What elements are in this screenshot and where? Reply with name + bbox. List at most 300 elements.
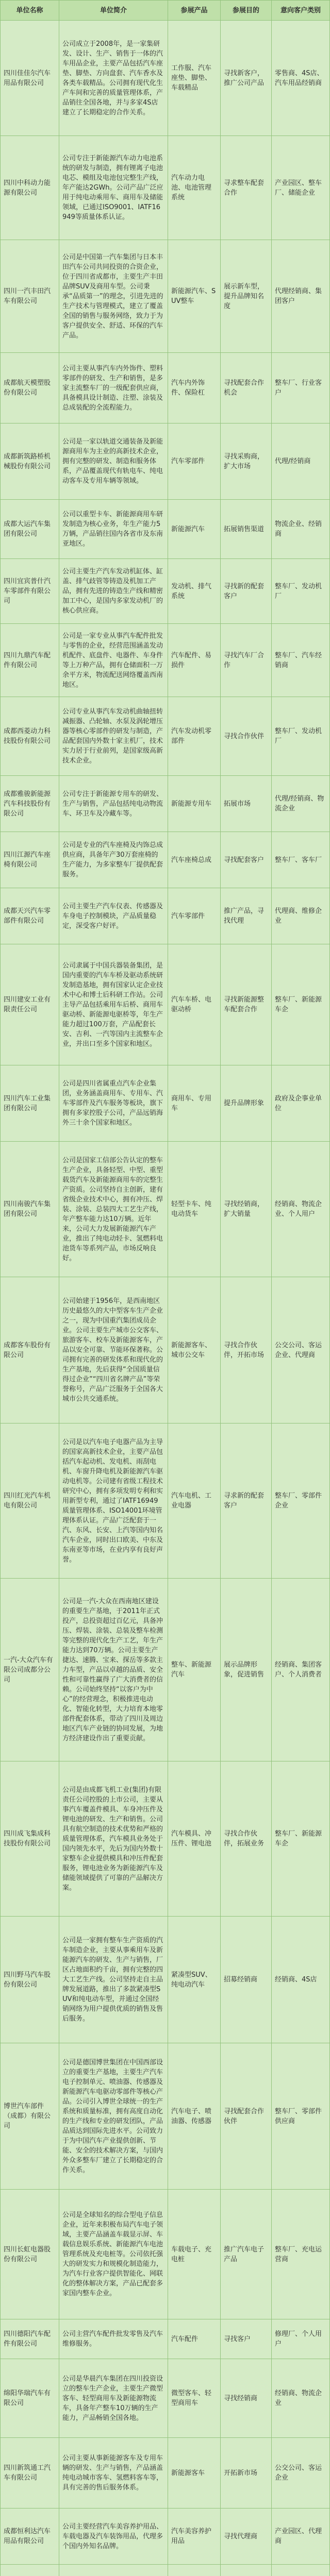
exhibit-purpose-cell xyxy=(221,944,272,1065)
company-intro-cell xyxy=(59,2438,168,2509)
target-clients-text: 整车厂、行业客户 xyxy=(275,379,322,397)
exhibit-products-text: 汽车发动机零部件 xyxy=(171,727,212,745)
target-clients-text: 修理厂、个人用户 xyxy=(275,2330,322,2348)
table-row xyxy=(0,136,330,240)
target-clients-text: 产业园区、代理商 xyxy=(275,2528,322,2545)
company-intro-text: 公司是德国博世集团在中国西部设立的重要生产基地，主要生产汽车电子控制单元、喷油器、传感器及新能源汽车电驱动零部件等核心产品。公司引入博世全球统一的生产系统和质量标准，拥有高度自动化的生产线和专业的研发团队，产品品质达到国际先进水平。公司致力于为中国汽车产业提供创新、节能、安全的技术解决方案，与国内外众多整车厂建立了长期稳定的合作关系。 xyxy=(62,2058,163,2174)
company-name-text: 四川南骏汽车集团有限公司 xyxy=(4,1200,51,1218)
exhibit-purpose-cell xyxy=(221,1917,272,2043)
company-name-text: 成都雅骏新能源汽车科技股份有限公司 xyxy=(4,790,51,818)
company-intro-cell xyxy=(59,624,168,697)
table-row xyxy=(0,2319,330,2359)
exhibit-products-cell xyxy=(168,2190,221,2319)
exhibit-purpose-cell xyxy=(221,832,272,888)
header-exhibit-purpose-label: 参展目的 xyxy=(232,6,259,14)
target-clients-cell xyxy=(272,1579,330,1761)
exhibit-purpose-text: 寻找客户 xyxy=(224,2335,251,2343)
target-clients-cell xyxy=(272,2509,330,2565)
exhibit-purpose-cell xyxy=(221,136,272,240)
company-intro-cell xyxy=(59,2565,168,2576)
header-company-name xyxy=(0,0,59,21)
target-clients-cell xyxy=(272,353,330,423)
exhibit-purpose-text: 寻找经销商，扩大销量 xyxy=(224,1200,265,1218)
table-row xyxy=(0,1579,330,1761)
company-name-cell xyxy=(0,2565,59,2576)
target-clients-text: 代理商、维修企业 xyxy=(275,907,322,925)
exhibit-purpose-cell xyxy=(221,500,272,559)
exhibit-purpose-cell xyxy=(221,1065,272,1142)
exhibit-products-cell xyxy=(168,136,221,240)
exhibit-purpose-cell xyxy=(221,1579,272,1761)
exhibit-purpose-text: 开拓新市场 xyxy=(224,2469,258,2477)
company-intro-cell xyxy=(59,1761,168,1917)
company-name-cell xyxy=(0,1065,59,1142)
target-clients-cell xyxy=(272,624,330,697)
target-clients-cell xyxy=(272,1277,330,1423)
target-clients-cell xyxy=(272,1917,330,2043)
company-name-text: 四川江源汽车座椅有限公司 xyxy=(4,851,51,869)
exhibit-products-cell xyxy=(168,2359,221,2438)
target-clients-text: 代理经销商、集团客户 xyxy=(275,287,322,305)
company-name-text: 四川野马汽车股份有限公司 xyxy=(4,1971,51,1989)
company-intro-cell xyxy=(59,1423,168,1579)
company-intro-text: 公司是中国第一汽车集团与日本丰田汽车公司共同投资的合资企业，位于四川省成都市，主要生产丰田品牌SUV及商用车型。公司秉承“品质第一”的理念，引进先进的生产技术与管理模式，建立了覆盖全国的销售与服务网络，致力于为客户提供安全、舒适、环保的汽车产品。 xyxy=(62,253,163,340)
exhibit-products-cell xyxy=(168,776,221,832)
target-clients-cell xyxy=(272,832,330,888)
company-intro-cell xyxy=(59,697,168,776)
header-exhibit-purpose xyxy=(221,0,272,21)
table-row xyxy=(0,2043,330,2190)
company-name-cell xyxy=(0,353,59,423)
table-row xyxy=(0,1142,330,1277)
target-clients-text: 经销商、物流企业、个人用户 xyxy=(275,1200,322,1218)
exhibit-purpose-cell xyxy=(221,353,272,423)
target-clients-cell xyxy=(272,423,330,500)
exhibit-products-cell xyxy=(168,2509,221,2565)
exhibit-products-text: 新能源专用车 xyxy=(171,800,212,808)
company-intro-text: 公司以重型卡车、新能源商用车研发制造为核心业务，年生产能力5万辆，产品销往国内各省市及东南亚地区。 xyxy=(62,511,163,548)
exhibit-products-cell xyxy=(168,2319,221,2359)
company-name-text: 成都恒利达汽车用品有限公司 xyxy=(4,2528,51,2545)
table-row xyxy=(0,2359,330,2438)
company-intro-cell xyxy=(59,423,168,500)
exhibit-products-text: 汽车车桥、电驱动桥 xyxy=(171,996,212,1013)
exhibit-purpose-text: 拓展市场 xyxy=(224,800,251,808)
exhibit-products-cell xyxy=(168,1917,221,2043)
company-intro-cell xyxy=(59,1277,168,1423)
company-intro-cell xyxy=(59,1917,168,2043)
header-company-intro-label: 单位简介 xyxy=(100,6,127,14)
exhibit-products-cell xyxy=(168,423,221,500)
company-intro-text: 公司成立于2008年，是一家集研发、设计、生产、销售于一体的汽车用品企业，主要产品包括汽车座垫、脚垫、方向盘套、汽车香水及各类车载精品。公司拥有现代化生产车间和完善的质量管理体系，产品销往全国各地，并与多家4S店建立了长期稳定的合作关系。 xyxy=(62,40,163,116)
company-intro-text: 公司是一家专业从事汽车配件批发与零售的企业，经营范围涵盖发动机配件、底盘件、电器件、车身件等上万种产品，拥有仓储面积一万余平方米，物流配送网络覆盖西南地区。 xyxy=(62,632,163,689)
target-clients-text: 整车厂、发动机厂 xyxy=(275,582,322,600)
company-name-cell xyxy=(0,1761,59,1917)
company-intro-text: 公司是华晨汽车集团在四川投资设立的整车生产企业，主要生产微型客车、轻型商用车及新能源物流车，具备年产整车10万辆的生产能力，产品畅销全国各地。 xyxy=(62,2375,163,2422)
exhibit-purpose-cell xyxy=(221,1423,272,1579)
exhibit-purpose-text: 寻找新能源整车配套合作 xyxy=(224,996,265,1013)
header-target-clients-label: 意向客户类别 xyxy=(280,6,321,14)
target-clients-cell xyxy=(272,1065,330,1142)
table-row xyxy=(0,944,330,1065)
exhibit-products-text: 新能源客车 xyxy=(171,2469,205,2477)
exhibit-purpose-cell xyxy=(221,1142,272,1277)
table-row xyxy=(0,1917,330,2043)
company-name-cell xyxy=(0,2509,59,2565)
table-row xyxy=(0,888,330,944)
target-clients-cell xyxy=(272,500,330,559)
table-row xyxy=(0,240,330,353)
table-row xyxy=(0,423,330,500)
company-intro-cell xyxy=(59,944,168,1065)
exhibit-purpose-cell xyxy=(221,423,272,500)
exhibit-purpose-cell xyxy=(221,624,272,697)
table-row xyxy=(0,2438,330,2509)
table-body xyxy=(0,21,330,2576)
company-name-text: 四川汽车工业集团有限公司 xyxy=(4,1094,51,1112)
exhibit-products-text: 商用车、专用车 xyxy=(171,1094,212,1112)
target-clients-cell xyxy=(272,1761,330,1917)
header-exhibit-products xyxy=(168,0,221,21)
exhibit-purpose-text: 寻找采购商，扩大市场 xyxy=(224,452,265,470)
target-clients-text: 整车厂、零部件企业 xyxy=(275,1492,322,1510)
target-clients-cell xyxy=(272,2190,330,2319)
company-intro-text: 公司是国家工信部公告认定的整车生产企业，具备轻型、中型、重型载货汽车及新能源商用车的完整生产资质。公司坚持自主创新，建有省级企业技术中心，拥有冲压、焊装、涂装、总装四大工艺生产线，年产整车能力达10万辆。近年来，公司大力发展新能源汽车产业，推出了纯电动轻卡、氢燃料电池货车等系列产品，市场反响良好。 xyxy=(62,1156,163,1262)
company-name-cell xyxy=(0,2359,59,2438)
company-name-text: 四川佳佳尔汽车用品有限公司 xyxy=(4,69,51,87)
target-clients-text: 公交公司、客运企业 xyxy=(275,2464,322,2482)
exhibit-purpose-text: 推广产品，寻找代理 xyxy=(224,907,265,925)
target-clients-text: 整车厂、新能源车企 xyxy=(275,1830,322,1848)
exhibit-purpose-cell xyxy=(221,776,272,832)
target-clients-cell xyxy=(272,21,330,136)
target-clients-cell xyxy=(272,559,330,624)
company-intro-cell xyxy=(59,2319,168,2359)
exhibit-purpose-text: 拓展销售渠道 xyxy=(224,525,265,533)
exhibit-products-text: 汽车美容养护用品 xyxy=(171,2528,212,2545)
exhibit-purpose-cell xyxy=(221,240,272,353)
company-intro-cell xyxy=(59,240,168,353)
target-clients-text: 代理/经销商 xyxy=(275,457,311,465)
target-clients-cell xyxy=(272,2043,330,2190)
company-name-cell xyxy=(0,888,59,944)
company-intro-cell xyxy=(59,1579,168,1761)
exhibit-purpose-text: 寻找新客户，推广公司产品 xyxy=(224,69,265,87)
company-name-text: 四川长虹电器股份有限公司 xyxy=(4,2245,51,2263)
target-clients-text: 整车厂、充电运营商 xyxy=(275,2245,322,2263)
target-clients-text: 产业园区、整车厂、储能企业 xyxy=(275,179,322,197)
target-clients-text: 物流企业、经销商 xyxy=(275,520,322,538)
company-name-text: 四川德阳汽车配件有限公司 xyxy=(4,2330,51,2348)
table-row xyxy=(0,1761,330,1917)
company-intro-text: 公司是一家拥有整车生产资质的汽车制造企业，主要从事乘用车及新能源汽车的研发、生产与销售，厂区占地面积约千亩，拥有完整的四大工艺生产线。公司坚持走自主品牌发展道路，推出了多款紧凑型SUV和纯电动车型，并通过全国经销网络为用户提供优质的销售及售后服务。 xyxy=(62,1937,163,2023)
company-name-cell xyxy=(0,2319,59,2359)
table-row xyxy=(0,1423,330,1579)
company-intro-text: 公司主要生产汽车发动机缸体、缸盖、排气歧管等铸造及机加工产品，拥有先进的铸造生产线和精密加工中心，是国内多家发动机厂的核心供应商。 xyxy=(62,568,163,615)
table-header-row xyxy=(0,0,330,21)
company-name-cell xyxy=(0,559,59,624)
company-intro-text: 公司是专业的汽车座椅及内饰总成供应商，具备年产30万套座椅的生产能力，为多家整车厂提供配套服务。 xyxy=(62,841,163,878)
company-intro-text: 公司是一汽-大众在西南地区建设的重要生产基地，于2011年正式投产，总投资超过百亿元，具备冲压、焊装、涂装、总装及整车检测等完整的现代化生产工艺，年生产能力达到70万辆。公司主要生产捷达、速腾、宝来、探岳等多款主力车型，产品以卓越的品质、安全性和可靠性赢得了广大消费者的信赖。公司始终坚持“以客户为中心”的经营理念，积极推进电动化、智能化转型，大力培育本地零部件配套体系，带动了四川及周边地区汽车产业链的协同发展，为地方经济建设作出了重要贡献。 xyxy=(62,1597,163,1742)
exhibit-products-text: 车载电子、充电桩 xyxy=(171,2245,212,2263)
target-clients-cell xyxy=(272,2359,330,2438)
exhibit-purpose-cell xyxy=(221,697,272,776)
exhibit-products-text: 整车、新能源汽车 xyxy=(171,1661,212,1679)
exhibit-products-text: 汽车零部件 xyxy=(171,457,205,465)
company-intro-cell xyxy=(59,776,168,832)
exhibit-products-text: 新能源汽车 xyxy=(171,525,205,533)
table-row xyxy=(0,2509,330,2565)
company-name-text: 成都大运汽车集团有限公司 xyxy=(4,520,51,538)
table-row xyxy=(0,624,330,697)
exhibit-products-text: 新能源客车、城市公交车 xyxy=(171,1341,212,1359)
exhibit-purpose-cell xyxy=(221,21,272,136)
target-clients-text: 整车厂、汽车经销商 xyxy=(275,651,322,669)
company-name-cell xyxy=(0,1423,59,1579)
company-name-text: 四川红光汽车机电有限公司 xyxy=(4,1492,51,1510)
exhibit-products-text: 汽车内外饰件、保险杠 xyxy=(171,379,205,397)
company-name-cell xyxy=(0,1142,59,1277)
exhibit-purpose-text: 寻找配套合作伙伴 xyxy=(224,2107,265,2125)
exhibit-products-text: 轻型卡车、纯电动货车 xyxy=(171,1200,212,1218)
company-intro-text: 公司隶属于中国兵器装备集团，是国内重要的汽车车桥及驱动系统研发制造基地，拥有国家认定企业技术中心和博士后科研工作站。公司主导产品包括乘用车后桥、商用车驱动桥、新能源电驱桥等，年生产能力超过100万套，产品配套长安、吉利、一汽等国内主流整车企业，并出口至多个国家和地区。 xyxy=(62,961,163,1048)
company-intro-cell xyxy=(59,136,168,240)
table-row xyxy=(0,776,330,832)
company-name-text: 成都客车股份有限公司 xyxy=(4,1341,51,1359)
exhibit-products-text: 微型客车、轻型商用车 xyxy=(171,2389,212,2407)
company-intro-text: 公司始建于1956年，是西南地区历史最悠久的大中型客车生产企业之一，现为中国重汽集团成员企业。公司主要生产城市公交客车、旅游客车、校车及新能源客车，产品以安全可靠、节能环保著称。公司拥有完善的研发体系和现代化的生产基地，先后获得“全国质量信得过企业”“四川省名牌产品”等荣誉称号，产品广泛服务于全国各大城市公共交通系统。 xyxy=(62,1297,163,1403)
company-intro-cell xyxy=(59,2190,168,2319)
exhibit-products-cell xyxy=(168,1423,221,1579)
exhibit-products-cell xyxy=(168,353,221,423)
target-clients-text: 零售商、4S店、汽车用品经销商 xyxy=(275,69,324,87)
exhibit-purpose-text: 寻找配套合作机会 xyxy=(224,379,265,397)
exhibit-products-text: 紧凑型SUV、纯电动汽车 xyxy=(171,1971,212,1989)
company-name-text: 成都航天模塑股份有限公司 xyxy=(4,379,51,397)
company-name-text: 四川新筑通工汽车有限公司 xyxy=(4,2464,51,2482)
table-row xyxy=(0,500,330,559)
company-name-text: 四川中科动力能源有限公司 xyxy=(4,179,51,197)
company-intro-cell xyxy=(59,2509,168,2565)
table-row xyxy=(0,353,330,423)
exhibit-products-cell xyxy=(168,1761,221,1917)
table-row xyxy=(0,2565,330,2576)
exhibit-purpose-text: 寻找合作伙伴 xyxy=(224,732,265,740)
company-intro-cell xyxy=(59,888,168,944)
header-exhibit-products-label: 参展产品 xyxy=(180,6,208,14)
exhibit-purpose-text: 寻找合作伙伴，拓展业务 xyxy=(224,1830,265,1848)
company-name-cell xyxy=(0,1579,59,1761)
exhibit-purpose-text: 推广汽车电子产品 xyxy=(224,2245,265,2263)
exhibit-products-text: 汽车电机、工业电器 xyxy=(171,1492,212,1510)
exhibit-products-cell xyxy=(168,888,221,944)
exhibit-purpose-cell xyxy=(221,2043,272,2190)
company-name-text: 四川宜宾普什汽车零部件有限公司 xyxy=(4,578,51,605)
company-name-text: 成都西菱动力科技股份有限公司 xyxy=(4,727,51,745)
exhibit-products-cell xyxy=(168,697,221,776)
exhibit-purpose-cell xyxy=(221,559,272,624)
company-intro-cell xyxy=(59,500,168,559)
exhibit-products-text: 新能源汽车、SUV整车 xyxy=(171,287,216,305)
company-intro-text: 公司是一家以轨道交通装备及新能源商用车为主业的高新技术企业，拥有完整的研发、制造和服务体系，产品覆盖现代有轨电车、纯电动客车及专用车辆等领域。 xyxy=(62,438,163,485)
exhibit-products-cell xyxy=(168,500,221,559)
company-intro-text: 公司专业从事汽车发动机曲轴扭转减振器、凸轮轴、水泵及涡轮增压器等核心零部件的研发与制造，产品配套国内外数十家主机厂，技术实力居于行业前列，是国家级高新技术企业。 xyxy=(62,708,163,765)
company-name-text: 四川建安工业有限责任公司 xyxy=(4,996,51,1013)
target-clients-text: 整车厂、发动机厂 xyxy=(275,727,322,745)
company-intro-cell xyxy=(59,2043,168,2190)
target-clients-cell xyxy=(272,136,330,240)
header-company-name-label: 单位名称 xyxy=(16,6,43,14)
company-intro-cell xyxy=(59,559,168,624)
company-intro-text: 公司是以汽车电子电器产品为主导的国家高新技术企业，主要产品包括汽车起动机、发电机、雨刮电机、车窗升降电机及新能源汽车驱动电机等。公司建有省级工程技术研究中心，拥有多项发明专利和实用新型专利，通过了IATF16949质量管理体系、ISO14001环境管理体系认证。产品广泛配套于一汽、东风、长安、上汽等国内知名汽车企业，同时出口欧美、中东及东南亚等市场，在业内享有良好声誉。 xyxy=(62,1438,163,1564)
company-name-cell xyxy=(0,500,59,559)
target-clients-cell xyxy=(272,888,330,944)
exhibit-purpose-cell xyxy=(221,2319,272,2359)
exhibit-purpose-text: 招募经销商 xyxy=(224,1976,258,1984)
exhibit-products-cell xyxy=(168,1065,221,1142)
company-name-text: 绵阳华瑞汽车有限公司 xyxy=(4,2389,51,2407)
exhibit-purpose-text: 提升品牌形象 xyxy=(224,1099,265,1107)
company-intro-text: 公司是四川省属重点汽车企业集团，业务涵盖商用车、专用车、汽车零部件及汽车服务等板块，旗下拥有多家控股子公司，产品远销海外三十余个国家和地区。 xyxy=(62,1080,163,1127)
company-intro-text: 公司专注于新能源专用车的研发、生产与销售，产品包括纯电动物流车、环卫车及冷藏车等。 xyxy=(62,790,163,818)
target-clients-text: 政府及企事业单位 xyxy=(275,1094,322,1112)
header-company-intro xyxy=(59,0,168,21)
exhibit-products-text: 汽车模具、冲压件、锂电池 xyxy=(171,1830,212,1848)
company-intro-text: 公司主要从事新能源客车及专用车辆的研发、生产与销售，产品涵盖纯电动城市客车、氢燃料客车等，具有完善的售后服务体系。 xyxy=(62,2454,163,2492)
company-intro-text: 公司是由成都飞机工业(集团)有限责任公司控股的上市公司，主要从事汽车覆盖件模具、车身冲压件及锂电池的研发、生产和销售。公司具有航空制造的技术优势和严格的质量管理体系，汽车模具业务处于国内领先水平，先后为国内外数十家整车企业提供模具和冲压件配套服务，锂电池业务为新能源汽车及储能领域提供了可靠的产品解决方案。 xyxy=(62,1786,163,1892)
exhibit-products-cell xyxy=(168,240,221,353)
company-name-cell xyxy=(0,832,59,888)
exhibit-products-cell xyxy=(168,1579,221,1761)
exhibit-purpose-text: 寻求新的配套客户 xyxy=(224,1492,265,1510)
company-intro-cell xyxy=(59,1142,168,1277)
target-clients-cell xyxy=(272,776,330,832)
company-name-cell xyxy=(0,136,59,240)
exhibit-purpose-cell xyxy=(221,2509,272,2565)
company-name-text: 博世汽车部件（成都）有限公司 xyxy=(4,2103,51,2130)
exhibit-products-text: 汽车动力电池、电池管理系统 xyxy=(171,174,212,201)
exhibit-purpose-text: 寻找代理商 xyxy=(224,2532,258,2540)
company-name-cell xyxy=(0,2190,59,2319)
exhibit-products-cell xyxy=(168,21,221,136)
exhibit-purpose-text: 展示品牌形象，促进销售 xyxy=(224,1661,265,1679)
exhibit-products-cell xyxy=(168,2043,221,2190)
exhibit-purpose-text: 寻找配套客户 xyxy=(224,856,265,864)
exhibit-products-cell xyxy=(168,832,221,888)
target-clients-cell xyxy=(272,1142,330,1277)
exhibit-products-cell xyxy=(168,1277,221,1423)
company-intro-text: 公司专注于新能源汽车动力电池系统的研发与制造，拥有锂离子电池电芯、模组及电池包完整生产线，年产能达2GWh。公司产品广泛应用于纯电动乘用车、商用车及储能领域，已通过ISO9001、IATF16949等质量体系认证。 xyxy=(62,155,163,221)
exhibit-products-text: 汽车电子、喷油器、传感器 xyxy=(171,2107,212,2125)
exhibit-purpose-text: 寻求整车配套合作 xyxy=(224,179,265,197)
target-clients-text: 经销商、物流企业 xyxy=(275,2389,322,2407)
company-intro-cell xyxy=(59,2359,168,2438)
exhibit-products-text: 汽车座椅总成 xyxy=(171,856,212,864)
exhibit-purpose-text: 寻找新的配套客户 xyxy=(224,582,265,600)
exhibit-purpose-text: 展示新车型，提升品牌知名度 xyxy=(224,282,265,310)
target-clients-cell xyxy=(272,240,330,353)
company-name-cell xyxy=(0,1277,59,1423)
exhibit-purpose-cell xyxy=(221,1277,272,1423)
company-name-text: 一汽-大众汽车有限公司成都分公司 xyxy=(4,1656,53,1684)
company-name-cell xyxy=(0,240,59,353)
company-name-text: 成都新筑路桥机械股份有限公司 xyxy=(4,452,51,470)
company-name-cell xyxy=(0,2043,59,2190)
company-name-text: 四川九鼎汽车配件有限公司 xyxy=(4,651,51,669)
table-row xyxy=(0,2190,330,2319)
target-clients-text: 代理/经销商、物流企业 xyxy=(275,795,324,812)
exhibit-products-cell xyxy=(168,624,221,697)
exhibit-purpose-text: 寻找合作伙伴，开拓市场 xyxy=(224,1341,265,1359)
exhibit-products-text: 发动机、排气系统 xyxy=(171,582,212,600)
table-row xyxy=(0,1065,330,1142)
exhibit-products-text: 工作服、汽车座垫、脚垫、车载精品 xyxy=(171,64,212,92)
table-row xyxy=(0,21,330,136)
exhibit-purpose-text: 寻找经销商 xyxy=(224,2394,258,2402)
company-name-cell xyxy=(0,624,59,697)
company-name-cell xyxy=(0,776,59,832)
target-clients-text: 整车厂、零部件供应商 xyxy=(275,2107,322,2125)
company-intro-text: 公司主要生产汽车仪表、传感器及车身电子控制模块，产品质量稳定，深受客户好评。 xyxy=(62,902,163,930)
company-name-cell xyxy=(0,697,59,776)
exhibit-purpose-cell xyxy=(221,2359,272,2438)
target-clients-text: 公交公司、客运企业、代理商 xyxy=(275,1341,322,1359)
company-intro-cell xyxy=(59,1065,168,1142)
exhibit-purpose-cell xyxy=(221,2565,272,2576)
target-clients-cell xyxy=(272,2565,330,2576)
target-clients-text: 经销商、集团客户、个人消费者 xyxy=(275,1661,322,1679)
target-clients-text: 整车厂、客车厂 xyxy=(275,856,322,864)
company-name-text: 成都天兴汽车零部件有限公司 xyxy=(4,907,51,925)
company-name-cell xyxy=(0,423,59,500)
company-intro-text: 公司主要经营汽车美容养护用品、车载电器及汽车装饰用品，代理多个国内外知名品牌。 xyxy=(62,2522,163,2550)
exhibit-products-text: 汽车配件、易损件 xyxy=(171,651,212,669)
table-row xyxy=(0,559,330,624)
target-clients-cell xyxy=(272,697,330,776)
exhibit-purpose-cell xyxy=(221,2190,272,2319)
company-intro-cell xyxy=(59,353,168,423)
exhibit-purpose-text: 寻找汽车厂合作 xyxy=(224,651,265,669)
table-row xyxy=(0,832,330,888)
company-name-text: 四川成飞集成科技股份有限公司 xyxy=(4,1830,51,1848)
target-clients-cell xyxy=(272,2438,330,2509)
target-clients-cell xyxy=(272,1423,330,1579)
company-intro-text: 公司主营汽车配件批发零售及汽车维修服务。 xyxy=(62,2330,163,2348)
header-target-clients xyxy=(272,0,330,21)
exhibit-purpose-cell xyxy=(221,2438,272,2509)
exhibit-products-text: 汽车配件 xyxy=(171,2335,199,2343)
target-clients-text: 整车厂、新能源车企 xyxy=(275,996,322,1013)
company-name-cell xyxy=(0,21,59,136)
table-row xyxy=(0,1277,330,1423)
exhibit-products-cell xyxy=(168,2438,221,2509)
exhibit-purpose-cell xyxy=(221,1761,272,1917)
table-row xyxy=(0,697,330,776)
exhibit-products-cell xyxy=(168,944,221,1065)
target-clients-cell xyxy=(272,2319,330,2359)
company-name-cell xyxy=(0,944,59,1065)
exhibit-purpose-cell xyxy=(221,888,272,944)
company-intro-cell xyxy=(59,21,168,136)
exhibit-products-cell xyxy=(168,2565,221,2576)
company-name-text: 四川一汽丰田汽车有限公司 xyxy=(4,287,51,305)
company-name-cell xyxy=(0,1917,59,2043)
company-intro-text: 公司是全球知名的综合型电子信息企业，近年来积极布局汽车电子领域，主要产品涵盖车载显示屏、车载信息娱乐系统、新能源汽车电池管理系统及充电桩等。公司依托强大的研发实力和规模化制造能力，为汽车行业客户提供智能化、网联化的整体解决方案，产品已配套多家国内整车企业。 xyxy=(62,2211,163,2297)
target-clients-cell xyxy=(272,944,330,1065)
company-intro-text: 公司主要从事汽车内外饰件、塑料零部件的研发、生产和销售，是多家主流整车厂的一级配套供应商，具备模具设计制造、注塑、涂装及总成装配的全流程能力。 xyxy=(62,364,163,412)
company-intro-cell xyxy=(59,832,168,888)
company-name-cell xyxy=(0,2438,59,2509)
